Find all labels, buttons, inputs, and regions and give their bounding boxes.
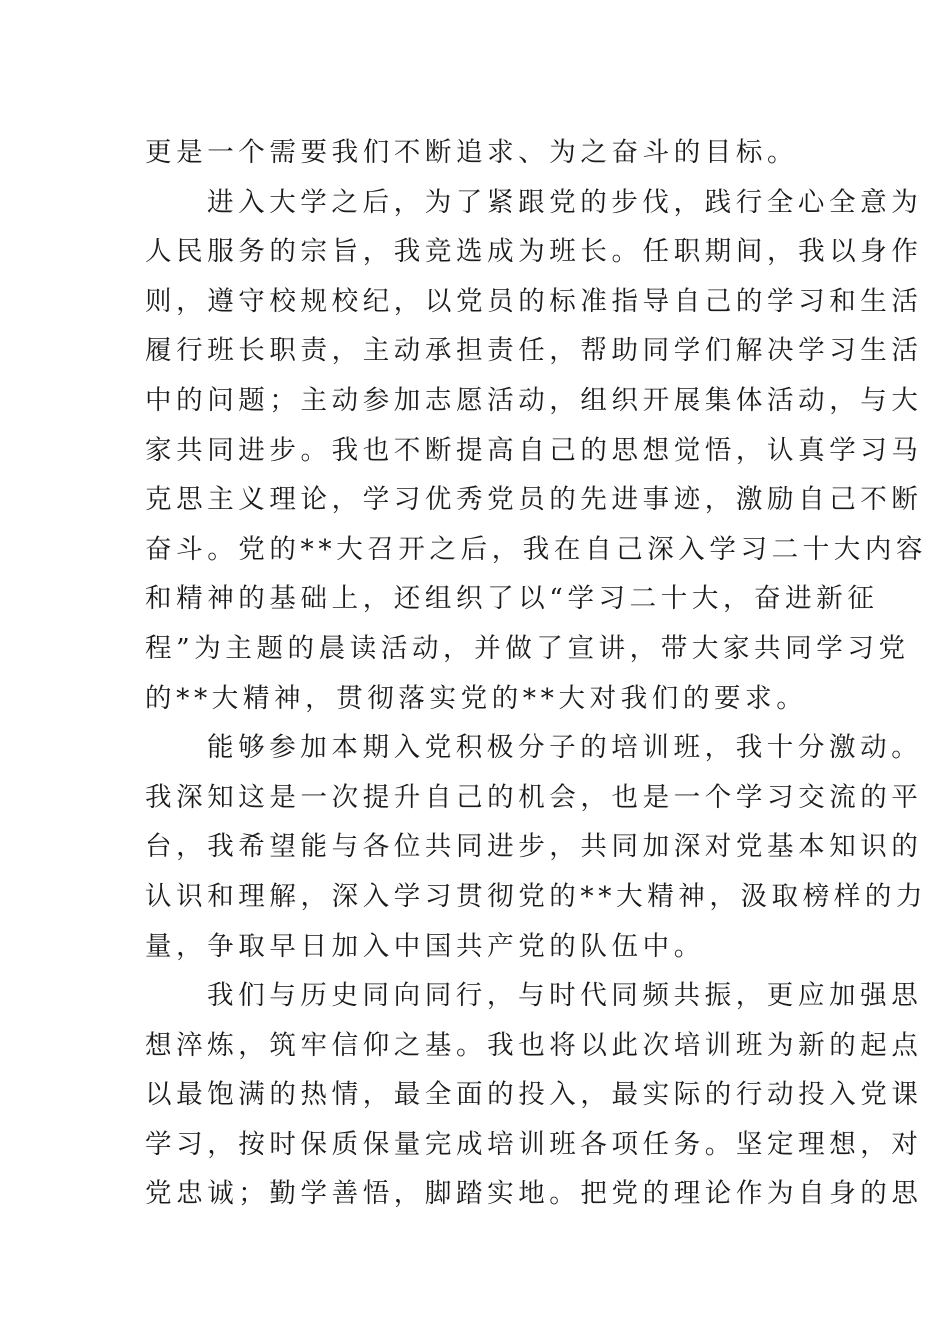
text-line: 量，争取早日加入中国共产党的队伍中。 (145, 930, 705, 962)
text-line: 人民服务的宗旨，我竞选成为班长。任职期间，我以身作 (145, 236, 923, 268)
text-line: 想淬炼，筑牢信仰之基。我也将以此次培训班为新的起点 (145, 1029, 923, 1061)
paragraph-start-line: 进入大学之后，为了紧跟党的步伐，践行全心全意为 (207, 186, 923, 218)
text-line: 更是一个需要我们不断追求、为之奋斗的目标。 (145, 137, 799, 168)
text-line: 党忠诚；勤学善悟，脚踏实地。把党的理论作为自身的思 (145, 1178, 923, 1210)
text-line: 履行班长职责，主动承担责任，帮助同学们解决学习生活 (145, 335, 923, 367)
text-line: 以最饱满的热情，最全面的投入，最实际的行动投入党课 (145, 1079, 923, 1111)
text-line: 则，遵守校规校纪，以党员的标准指导自己的学习和生活 (145, 285, 923, 317)
text-line: 奋斗。党的**大召开之后，我在自己深入学习二十大内容 (145, 533, 928, 565)
document-body (145, 128, 928, 1219)
text-line: 程”为主题的晨读活动，并做了宣讲，带大家共同学习党 (145, 632, 910, 664)
text-line: 我深知这是一次提升自己的机会，也是一个学习交流的平 (145, 781, 923, 813)
text-line: 中的问题；主动参加志愿活动，组织开展集体活动，与大 (145, 384, 923, 416)
text-line: 台，我希望能与各位共同进步，共同加深对党基本知识的 (145, 831, 923, 863)
text-line: 克思主义理论，学习优秀党员的先进事迹，激励自己不断 (145, 484, 923, 516)
text-line: 的**大精神，贯彻落实党的**大对我们的要求。 (145, 682, 808, 714)
text-line: 学习，按时保质保量完成培训班各项任务。坚定理想，对 (145, 1128, 923, 1160)
paragraph-start-line: 我们与历史同向同行，与时代同频共振，更应加强思 (207, 980, 923, 1012)
text-line: 和精神的基础上，还组织了以“学习二十大，奋进新征 (145, 583, 879, 615)
text-line: 认识和理解，深入学习贯彻党的**大精神，汲取榜样的力 (145, 880, 928, 912)
paragraph-start-line: 能够参加本期入党积极分子的培训班，我十分激动。 (207, 732, 923, 764)
text-line: 家共同进步。我也不断提高自己的思想觉悟，认真学习马 (145, 434, 923, 466)
